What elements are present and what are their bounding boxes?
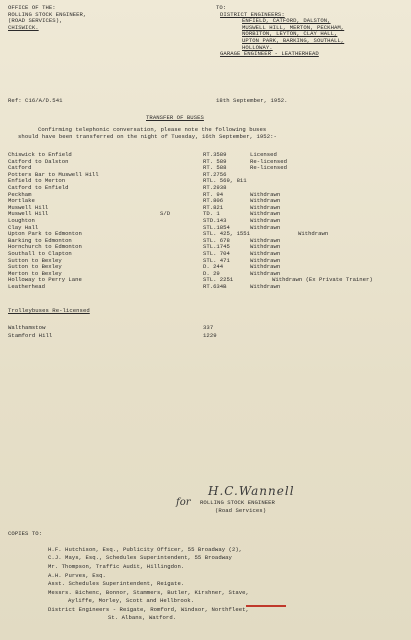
copies-line: A.H. Purves, Esq. bbox=[48, 572, 106, 579]
to-line: MUSWELL HILL, MERTON, PECKHAM, bbox=[242, 23, 345, 31]
table-row-route: Chiswick to Enfield bbox=[8, 151, 72, 158]
from-line: (ROAD SERVICES), bbox=[8, 17, 63, 25]
table-row-mark bbox=[160, 258, 170, 265]
table-row-mark bbox=[160, 178, 170, 185]
table-row-route: Catford to Enfield bbox=[8, 183, 69, 191]
table-row-mark bbox=[160, 172, 170, 179]
table-row-fleet: STL. 471 bbox=[203, 256, 230, 264]
to-line: UPTON PARK, BARKING, SOUTHALL, bbox=[242, 36, 345, 44]
table-row-note: Withdrawn bbox=[250, 197, 281, 205]
table-row-fleet: STD.143 bbox=[203, 216, 227, 224]
table-row-route: Catford to Dalston bbox=[8, 157, 69, 165]
to-line: NORBITON, LEYTON, CLAY HALL, bbox=[242, 30, 338, 38]
note-column bbox=[250, 152, 373, 290]
table-row-fleet: STL. 678 bbox=[203, 236, 230, 244]
table-row-note: Withdrawn (Ex Private Trainer) bbox=[272, 276, 373, 284]
table-row-note: Withdrawn bbox=[250, 190, 281, 198]
table-row-note: Withdrawn bbox=[250, 210, 281, 218]
memo-date: 18th September, 1952. bbox=[216, 97, 288, 104]
table-row-fleet: RT.821 bbox=[203, 203, 224, 211]
table-row-fleet: STL. 425, 1551 bbox=[203, 230, 250, 238]
copies-line: St. Albans, Watford. bbox=[108, 614, 177, 621]
table-row-mark bbox=[160, 231, 170, 238]
table-row-note: Withdrawn bbox=[298, 230, 329, 238]
from-line: CHISWICK. bbox=[8, 23, 39, 31]
table-row-fleet: STL.1745 bbox=[203, 243, 230, 251]
table-row-mark bbox=[160, 198, 170, 205]
table-row-note bbox=[250, 178, 373, 185]
table-row-mark bbox=[160, 185, 170, 192]
copies-line: District Engineers - Reigate, Romford, Windsor, Northfleet, bbox=[48, 606, 250, 613]
table-row-note: Withdrawn bbox=[250, 282, 281, 290]
table-row-note: Licensed bbox=[250, 151, 277, 158]
table-row-route: Mortlake bbox=[8, 197, 35, 205]
table-row-mark bbox=[160, 277, 170, 284]
from-line: ROLLING STOCK ENGINEER, bbox=[8, 10, 87, 18]
table-row-note: Withdrawn bbox=[250, 256, 281, 264]
copies-line: Mr. Thompson, Traffic Audit, Hillingdon. bbox=[48, 563, 185, 570]
to-line: ENFIELD, CATFORD, DALSTON, bbox=[242, 17, 331, 25]
table-row-route: Clay Hall bbox=[8, 223, 39, 231]
table-row-note: Re-licensed bbox=[250, 164, 287, 172]
table-row-route: Leatherhead bbox=[8, 282, 45, 290]
trolley-heading: Trolleybuses Re-licensed bbox=[8, 307, 90, 314]
table-row-note: Withdrawn bbox=[250, 236, 281, 244]
red-underline-mark bbox=[246, 605, 286, 607]
table-row-note: Withdrawn bbox=[250, 223, 281, 231]
table-row-route: Sutton to Bexley bbox=[8, 256, 62, 264]
fleet-column bbox=[203, 152, 250, 290]
table-row-route: Hornchurch to Edmonton bbox=[8, 243, 82, 251]
reference: Ref: C16/A/D.541 bbox=[8, 97, 63, 104]
table-row-route: Merton to Bexley bbox=[8, 269, 62, 277]
table-row-mark bbox=[160, 225, 170, 232]
table-row-fleet: TD. 1 bbox=[203, 210, 220, 218]
table-row-note: Withdrawn bbox=[250, 249, 281, 257]
table-row-route: Barking to Edmonton bbox=[8, 236, 72, 244]
mark-column bbox=[160, 152, 170, 290]
table-row-fleet: RTL. 569, 811 bbox=[203, 177, 247, 185]
table-row-fleet: RT.634B bbox=[203, 282, 227, 290]
table-row-fleet: STL. 704 bbox=[203, 249, 230, 257]
subject-heading: TRANSFER OF BUSES bbox=[146, 114, 204, 121]
signature-title: ROLLING STOCK ENGINEER bbox=[200, 499, 275, 506]
table-row-route: Enfield to Merton bbox=[8, 177, 66, 185]
from-block bbox=[8, 5, 86, 31]
table-row-route: Holloway to Perry Lane bbox=[8, 276, 82, 284]
table-row-route: Muswell Hill bbox=[8, 210, 49, 218]
table-row-route: Peckham bbox=[8, 190, 32, 198]
table-row-route: Potters Bar to Muswell Hill bbox=[8, 170, 99, 178]
trolley-row-number: 337 bbox=[203, 324, 214, 331]
table-row-route: Loughton bbox=[8, 216, 35, 224]
table-row-fleet: RT.3589 bbox=[203, 151, 227, 158]
table-row-mark bbox=[160, 218, 170, 225]
trolley-row-number: 1229 bbox=[203, 332, 217, 339]
table-row-mark: S/D bbox=[160, 210, 171, 218]
table-row-note bbox=[250, 172, 373, 179]
table-row-fleet: D. 244 bbox=[203, 263, 224, 271]
to-line: GARAGE ENGINEER - LEATHERHEAD bbox=[220, 50, 319, 58]
handwritten-signature: H.C.Wannell bbox=[208, 484, 295, 498]
table-row-route: Southall to Clapton bbox=[8, 249, 72, 257]
trolley-row-place: Stamford Hill bbox=[8, 332, 53, 339]
copies-heading: COPIES TO: bbox=[8, 530, 43, 537]
table-row-fleet: RT. 589 bbox=[203, 157, 227, 165]
table-row-note: Withdrawn bbox=[250, 203, 281, 211]
table-row-mark bbox=[160, 238, 170, 245]
table-row-route: Upton Park to Edmonton bbox=[8, 230, 82, 238]
signature-sub: (Road Services) bbox=[215, 507, 267, 514]
table-row-mark bbox=[160, 264, 170, 271]
to-label: TO: bbox=[216, 4, 227, 11]
table-row-fleet: D. 29 bbox=[203, 269, 220, 277]
table-row-note: Withdrawn bbox=[250, 216, 281, 224]
table-row-mark bbox=[160, 271, 170, 278]
table-row-note: Withdrawn bbox=[250, 263, 281, 271]
table-row-route: Sutton to Bexley bbox=[8, 263, 62, 271]
copies-line: Asst. Schedules Superintendent, Reigate. bbox=[48, 580, 185, 587]
to-line: DISTRICT ENGINEERS: bbox=[220, 10, 285, 18]
table-row-mark bbox=[160, 251, 170, 258]
table-row-fleet: STL.1854 bbox=[203, 223, 230, 231]
signature-prefix: for bbox=[176, 497, 191, 508]
to-line: HOLLOWAY. bbox=[242, 43, 273, 51]
table-row-fleet: STL. 2251 bbox=[203, 276, 234, 284]
to-block bbox=[216, 5, 344, 58]
table-row-mark bbox=[160, 284, 170, 291]
table-row-fleet: RT. 94 bbox=[203, 190, 224, 198]
table-row-note: Withdrawn bbox=[250, 243, 281, 251]
table-row-route: Muswell Hill bbox=[8, 203, 49, 211]
table-row-fleet: RT. 588 bbox=[203, 164, 227, 172]
table-row-fleet: RT.806 bbox=[203, 197, 224, 205]
table-row-mark bbox=[160, 159, 170, 166]
table-row-fleet: RT.2938 bbox=[203, 183, 227, 191]
intro-line: should have been transferred on the night of Tuesday, 16th September, 1952:- bbox=[18, 133, 277, 140]
table-row-mark bbox=[160, 152, 170, 159]
table-row-note: Re-licensed bbox=[250, 157, 287, 165]
table-row-route: Catford bbox=[8, 164, 32, 172]
table-row-mark bbox=[160, 192, 170, 199]
copies-line: C.J. Mays, Esq., Schedules Superintendent, 55 Broadway bbox=[48, 554, 232, 561]
table-row-fleet: RT.2756 bbox=[203, 170, 227, 178]
table-row-mark bbox=[160, 165, 170, 172]
copies-line: H.F. Hutchison, Esq., Publicity Officer, 55 Broadway (2), bbox=[48, 546, 243, 553]
table-row-mark bbox=[160, 244, 170, 251]
route-column bbox=[8, 152, 99, 290]
trolley-row-place: Walthamstow bbox=[8, 324, 46, 331]
copies-line: Messrs. Bichenc, Bonnor, Stammers, Butler, Kirshner, Stave, bbox=[48, 589, 250, 596]
intro-line: Confirming telephonic conversation, please note the following buses bbox=[38, 126, 267, 133]
table-row-note: Withdrawn bbox=[250, 269, 281, 277]
copies-line: Ayliffe, Morley, Scott and Hellbrook. bbox=[68, 597, 195, 604]
from-label: OFFICE OF THE: bbox=[8, 4, 56, 11]
